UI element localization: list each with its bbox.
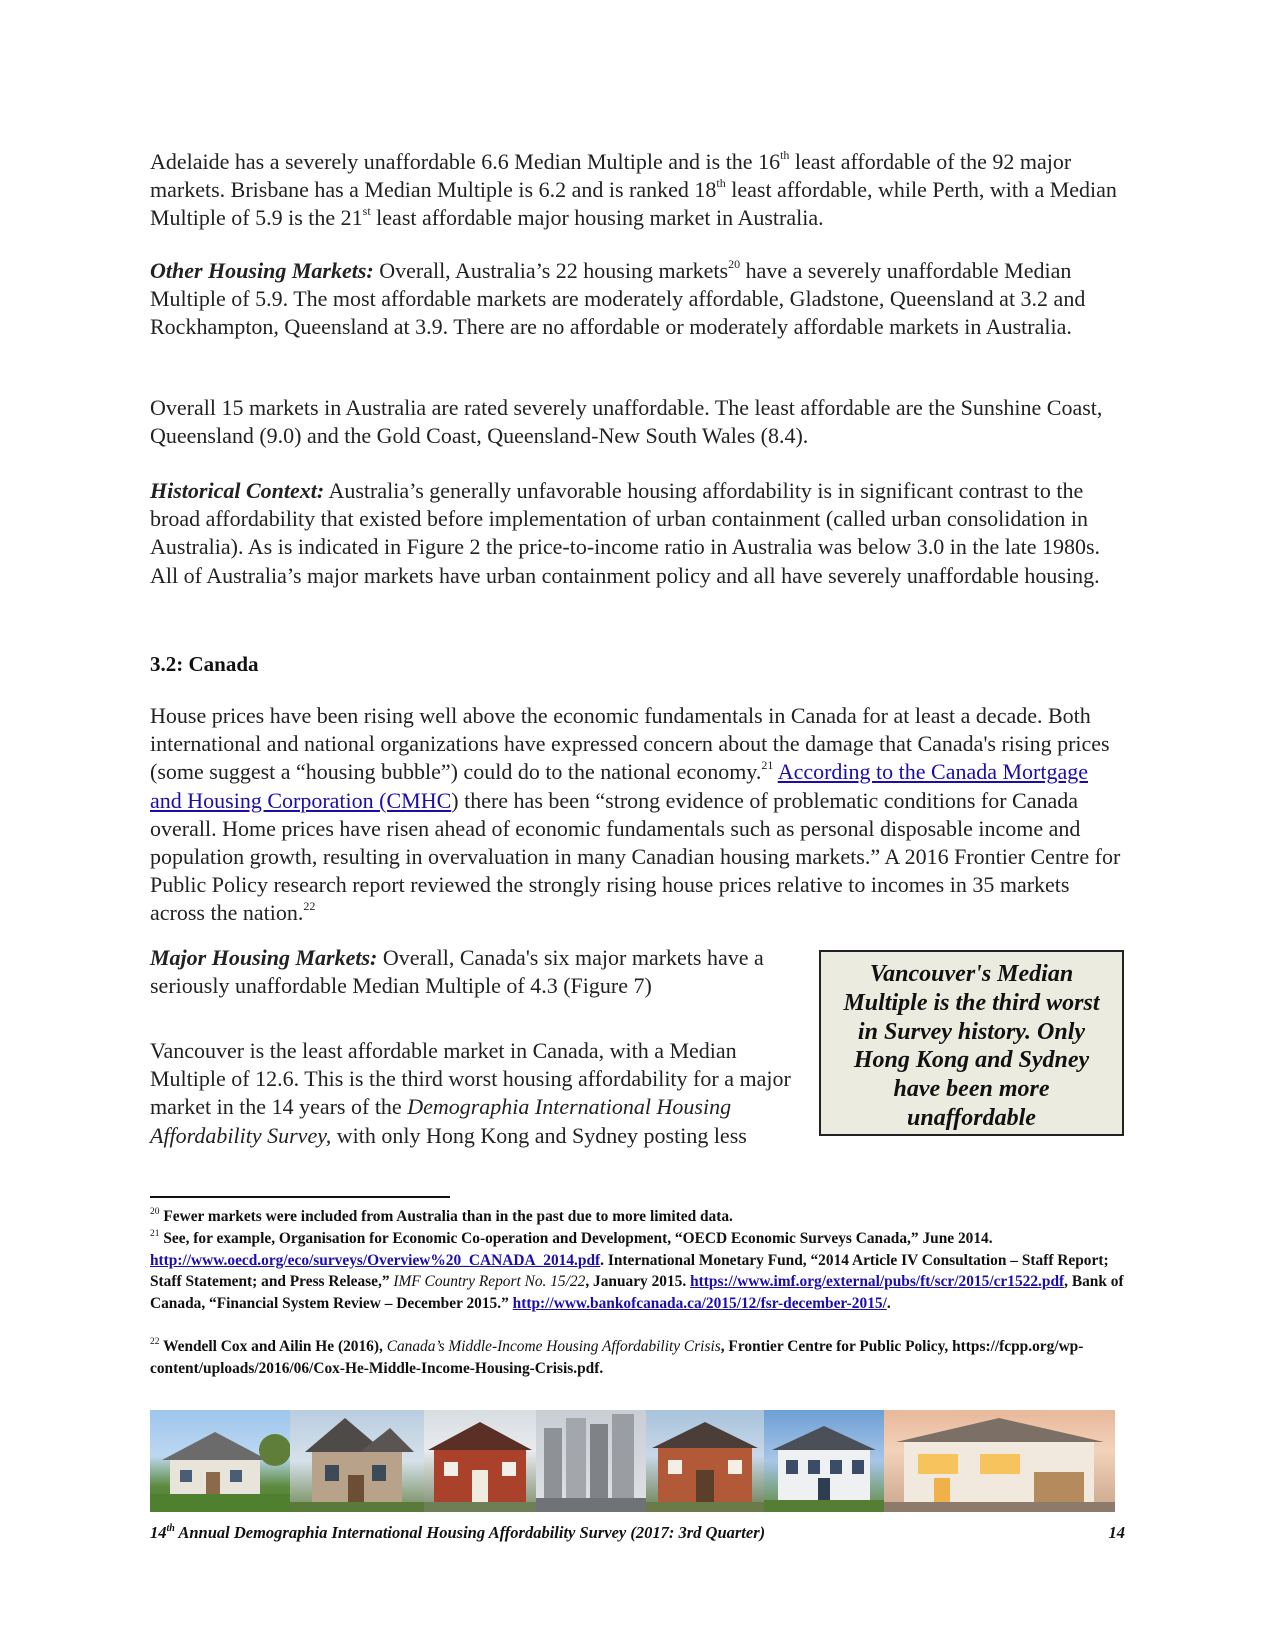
ordinal-suffix: st: [362, 204, 371, 219]
page-number: 14: [1108, 1523, 1125, 1542]
house-photo-7: [884, 1410, 1115, 1512]
house-photo-5: [646, 1410, 764, 1512]
footnote-number: 22: [150, 1336, 160, 1347]
ordinal-suffix: th: [716, 175, 726, 190]
text-run: least affordable of the 92 major markets. Brisbane has a Median Multiple is 6.2 and is ranked 18: [150, 149, 1072, 203]
paragraph-other-markets: [150, 257, 1125, 342]
text-run: Overall, Canada's six major markets have a seriously unaffordable Median Multiple of 4.3 (Figure 7): [150, 945, 764, 999]
text-run: Australia’s generally unfavorable housing affordability is in significant contrast to the broad affordability that existed before implementation of urban containment (called urban consolidation in Australia). As is indicated in Figure 2 the price-to-income ratio in Australia was below 3.0 in the late 1980s. All of Australia’s major markets have urban containment policy and all have severely unaffordable housing.: [150, 478, 1101, 588]
house-photo-7-illustration: [884, 1410, 1115, 1512]
footnote-text: .: [886, 1294, 891, 1312]
paragraph-historical: [150, 477, 1125, 590]
report-title: Canada’s Middle-Income Housing Affordability Crisis: [386, 1338, 721, 1355]
text-run: least affordable major housing market in Australia.: [370, 205, 824, 231]
footer-edition: 14: [150, 1523, 167, 1542]
footnote-text: Fewer markets were included from Australia than in the past due to more limited data.: [159, 1208, 733, 1225]
footnote-20: [150, 1206, 1140, 1228]
text-run: have a severely unaffordable Median Multiple of 5.9. The most affordable markets are moderately affordable, Gladstone, Queensland at 3.2 and Rockhampton, Queensland at 3.9. There are no affordable or moderately affordable markets in Australia.: [150, 258, 1086, 340]
footnote-text: Wendell Cox and Ailin He (2016),: [159, 1338, 387, 1355]
house-photo-4-illustration: [536, 1410, 646, 1512]
footnote-number: 21: [150, 1228, 160, 1239]
house-photo-2-illustration: [290, 1410, 424, 1512]
text-run: ) there has been “strong evidence of problematic conditions for Canada overall. Home prices have risen ahead of economic fundamentals such as personal disposable income and population growth, resulting in overvaluation in many Canadian housing markets.” A 2016 Frontier Centre for Public Policy research report reviewed the strongly rising house prices relative to incomes in 35 markets across the nation.: [150, 787, 1121, 926]
run-in-heading: Other Housing Markets:: [150, 258, 374, 283]
footnote-text: , Bank of Canada, “Financial System Review – December 2015.”: [150, 1273, 1124, 1312]
footnote-text: , Frontier Centre for Public Policy, https://fcpp.org/wp-content/uploads/2016/06/Cox-He-Middle-Income-Housing-Crisis.pdf.: [150, 1338, 1084, 1377]
callout-box: [819, 950, 1124, 1136]
bank-of-canada-link[interactable]: http://www.bankofcanada.ca/2015/12/fsr-december-2015/: [512, 1294, 887, 1312]
text-run: with only Hong Kong and Sydney posting less: [331, 1122, 747, 1148]
house-photo-3-illustration: [424, 1410, 536, 1512]
text-run: House prices have been rising well above the economic fundamentals in Canada for at least a decade. Both international and national organizations have expressed concern about the damage that Canada's rising prices (some suggest a “housing bubble”) could do to the national economy.: [150, 703, 1110, 785]
house-photo-5-illustration: [646, 1410, 764, 1512]
footnote-22: [150, 1336, 1140, 1379]
paragraph-major-markets: [150, 944, 770, 1000]
cmhc-link[interactable]: According to the Canada Mortgage and Housing Corporation (CMHC: [150, 759, 1089, 813]
house-photo-1-illustration: [150, 1410, 290, 1512]
house-photo-6-illustration: [764, 1410, 884, 1512]
report-title: IMF Country Report No. 15/22: [393, 1273, 586, 1290]
footer-ordinal: th: [166, 1522, 175, 1534]
footnote-number: 20: [150, 1206, 160, 1217]
footnote-text: , January 2015.: [585, 1273, 691, 1290]
footnote-ref-20[interactable]: 20: [728, 256, 741, 271]
paragraph-vancouver: [150, 1037, 810, 1150]
text-run: Overall 15 markets in Australia are rated severely unaffordable. The least affordable are the Sunshine Coast, Queensland (9.0) and the Gold Coast, Queensland-New South Wales (8.4).: [150, 395, 1103, 449]
house-photo-strip: [150, 1410, 1125, 1512]
house-photo-4: [536, 1410, 646, 1512]
section-heading-canada: 3.2: Canada: [150, 652, 259, 676]
run-in-heading: Historical Context:: [150, 478, 325, 503]
text-run: Overall, Australia’s 22 housing markets: [373, 258, 729, 283]
paragraph-canada: [150, 702, 1125, 928]
house-photo-1: [150, 1410, 290, 1512]
footnote-text: . International Monetary Fund, “2014 Article IV Consultation – Staff Report; Staff Statement; and Press Release,”: [150, 1251, 1109, 1290]
house-photo-2: [290, 1410, 424, 1512]
page-footer: [150, 1523, 1125, 1543]
footnote-ref-22[interactable]: 22: [303, 899, 316, 914]
footnote-21: [150, 1228, 1140, 1314]
footnote-ref-21[interactable]: 21: [761, 758, 774, 773]
ordinal-suffix: th: [780, 147, 790, 162]
footer-title: Annual Demographia International Housing Affordability Survey (2017: 3rd Quarter): [174, 1523, 766, 1542]
oecd-link[interactable]: http://www.oecd.org/eco/surveys/Overview%20_CANADA_2014.pdf: [150, 1251, 601, 1269]
imf-link[interactable]: https://www.imf.org/external/pubs/ft/scr/2015/cr1522.pdf: [690, 1273, 1065, 1290]
text-run: least affordable, while Perth, with a Median Multiple of 5.9 is the 21: [150, 177, 1117, 231]
text-run: Adelaide has a severely unaffordable 6.6 Median Multiple and is the 16: [150, 149, 781, 174]
callout-text: Vancouver's Median Multiple is the third worst in Survey history. Only Hong Kong and Sydney have been more unaffordable: [843, 961, 1100, 1131]
footnote-text: See, for example, Organisation for Economic Co-operation and Development, “OECD Economic Surveys Canada,” June 2014.: [159, 1230, 993, 1247]
text-run: Vancouver is the least affordable market in Canada, with a Median Multiple of 12.6. This is the third worst housing affordability for a major market in the 14 years of the: [150, 1038, 791, 1120]
run-in-heading: Major Housing Markets:: [150, 945, 378, 970]
survey-title: Demographia International Housing Affordability Survey,: [150, 1094, 732, 1148]
house-photo-6: [764, 1410, 884, 1512]
paragraph-adelaide: [150, 148, 1125, 233]
house-photo-3: [424, 1410, 536, 1512]
paragraph-overall-15: [150, 394, 1125, 450]
footnote-separator: [150, 1196, 450, 1198]
